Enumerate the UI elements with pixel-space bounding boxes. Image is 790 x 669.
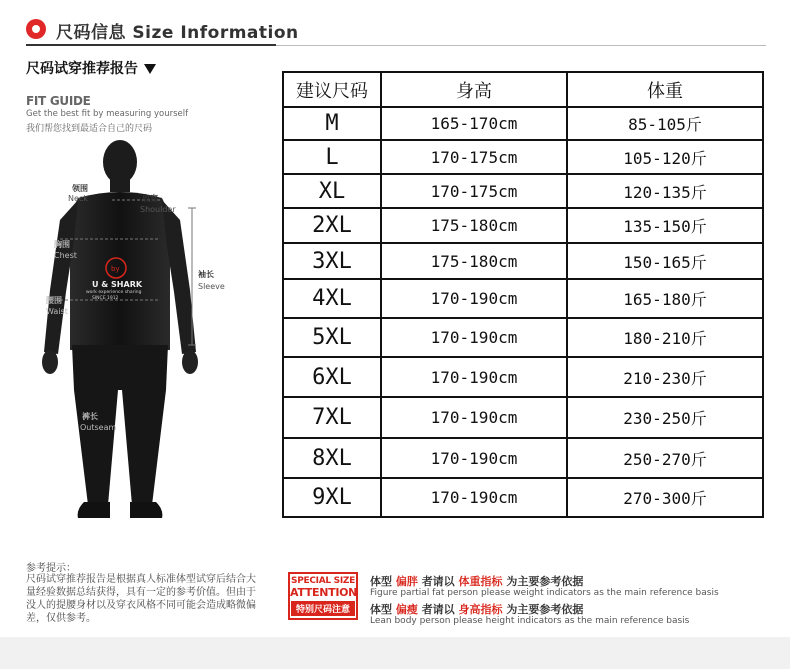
size-cell: 8XL [283, 438, 381, 478]
triangle-down-icon [144, 64, 156, 74]
table-row [283, 107, 763, 140]
weight-cell: 250-270斤 [567, 438, 763, 478]
stamp-line3: 特别尺码注意 [291, 601, 355, 616]
table-row [283, 140, 763, 174]
table-row [283, 174, 763, 208]
fit-guide-cn: 我们帮您找到最适合自己的尺码 [26, 124, 153, 134]
stamp-line1: SPECIAL SIZE [291, 576, 355, 586]
logo-tagline: work experience sharing [86, 290, 142, 295]
size-cell: 5XL [283, 318, 381, 357]
weight-cell: 135-150斤 [567, 208, 763, 243]
header-title: 尺码信息 Size Information [56, 23, 299, 43]
table-row [283, 357, 763, 397]
header-divider-light [276, 45, 766, 46]
logo-brand: U & SHARK [92, 280, 143, 289]
ref-lean-en: Lean body person please height indicators as the main reference basis [370, 616, 690, 626]
header-divider [26, 44, 276, 46]
body-figure [20, 140, 260, 560]
outseam-label-en: Outseam [80, 423, 117, 432]
ref-fat-en: Figure partial fat person please weight indicators as the main reference basis [370, 588, 719, 598]
size-cell: 9XL [283, 478, 381, 517]
man-silhouette-icon [20, 140, 260, 560]
weight-cell: 230-250斤 [567, 397, 763, 438]
size-cell: 4XL [283, 279, 381, 318]
table-header-row [283, 72, 763, 107]
height-cell: 175-180cm [381, 208, 567, 243]
neck-label-en: Neck [68, 194, 88, 203]
height-cell: 175-180cm [381, 243, 567, 279]
size-cell: M [283, 107, 381, 140]
waist-label-cn: 腰围 [46, 296, 62, 305]
outseam-label-cn: 裤长 [82, 412, 98, 421]
stamp-line2: ATTENTION [290, 586, 358, 599]
table-row [283, 438, 763, 478]
sleeve-label-en: Sleeve [198, 282, 225, 291]
weight-cell: 105-120斤 [567, 140, 763, 174]
table-row [283, 208, 763, 243]
weight-cell: 150-165斤 [567, 243, 763, 279]
size-cell: 6XL [283, 357, 381, 397]
size-cell: 2XL [283, 208, 381, 243]
size-table [282, 71, 764, 518]
weight-cell: 165-180斤 [567, 279, 763, 318]
chest-label-cn: 胸围 [54, 240, 70, 249]
fit-guide-title: FIT GUIDE [26, 94, 91, 108]
height-cell: 170-175cm [381, 174, 567, 208]
ref-lean: 体型 偏瘦 者请以 身高指标 为主要参考依据 [370, 603, 584, 616]
header-size: 建议尺码 [283, 72, 381, 107]
height-cell: 170-190cm [381, 397, 567, 438]
shoulder-label-cn: 肩宽 [142, 194, 158, 203]
height-cell: 170-190cm [381, 279, 567, 318]
table-row [283, 243, 763, 279]
header-target-icon [26, 19, 46, 39]
bottom-bar [0, 637, 790, 669]
chest-label-en: Chest [54, 251, 77, 260]
weight-cell: 180-210斤 [567, 318, 763, 357]
table-row [283, 397, 763, 438]
weight-cell: 210-230斤 [567, 357, 763, 397]
height-cell: 170-190cm [381, 478, 567, 517]
height-cell: 170-190cm [381, 357, 567, 397]
neck-label-cn: 领围 [72, 184, 88, 193]
header-height: 身高 [381, 72, 567, 107]
waist-label-en: Waist [46, 307, 68, 316]
height-cell: 170-190cm [381, 318, 567, 357]
logo-mark: by [111, 265, 120, 273]
size-cell: XL [283, 174, 381, 208]
size-cell: 7XL [283, 397, 381, 438]
subtitle: 尺码试穿推荐报告 [26, 58, 156, 78]
notes-title: 参考提示： [26, 563, 76, 574]
fit-guide-en: Get the best fit by measuring yourself [26, 109, 189, 119]
height-cell: 170-175cm [381, 140, 567, 174]
weight-cell: 85-105斤 [567, 107, 763, 140]
weight-cell: 120-135斤 [567, 174, 763, 208]
ref-fat: 体型 偏胖 者请以 体重指标 为主要参考依据 [370, 575, 584, 588]
logo-since: SINCE 1912 [92, 296, 119, 301]
special-size-stamp [288, 572, 358, 620]
weight-cell: 270-300斤 [567, 478, 763, 517]
height-cell: 165-170cm [381, 107, 567, 140]
sleeve-label-cn: 袖长 [198, 270, 214, 279]
table-row [283, 318, 763, 357]
header-weight: 体重 [567, 72, 763, 107]
size-cell: L [283, 140, 381, 174]
notes-body: 尺码试穿推荐报告是根据真人标准体型试穿后结合大量经验数据总结获得，具有一定的参考价值。但由于没人的提腰身材以及穿衣风格不同可能会造成略微偏差，仅供参考。 [26, 574, 256, 624]
table-row [283, 478, 763, 517]
height-cell: 170-190cm [381, 438, 567, 478]
table-row [283, 279, 763, 318]
shoulder-label-en: Shoulder [140, 205, 176, 214]
size-cell: 3XL [283, 243, 381, 279]
